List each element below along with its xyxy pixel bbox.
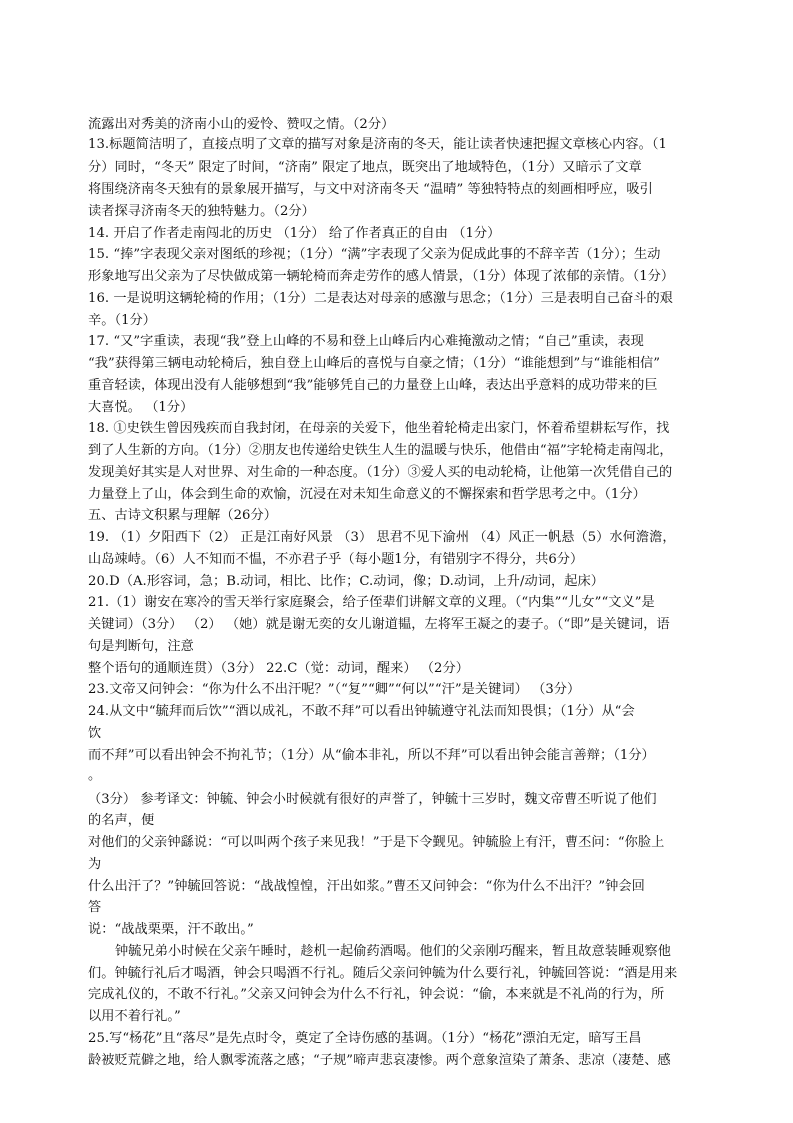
text-line: 完成礼仪的，不敢不行礼。”父亲又问钟会为什么不行礼，钟会说：“偷，本来就是不礼尚的行为，所 (88, 987, 665, 1002)
text-line: 为 (88, 857, 102, 872)
text-line: 重音轻读，体现出没有人能够想到“我”能够凭自己的力量登上山峰，表达出乎意料的成功带来的巨 (88, 378, 658, 393)
text-line: 18. ①史铁生曾因残疾而自我封闭，在母亲的关爱下，他坐着轮椅走出家门，怀着希望耕耘写作，找 (88, 421, 670, 436)
text-line: 句是判断句，注意 (88, 639, 194, 654)
text-line: 15. “捧”字表现父亲对图纸的珍视；（1分）“满”字表现了父亲为促成此事的不辞辛苦（1分）；生动 (88, 247, 661, 262)
text-line: 关键词）（3分） （2） （她）就是谢无奕的女儿谢道韫，左将军王凝之的妻子。（“即”是关键词，语 (88, 617, 670, 632)
text-line: 25.写“杨花”且“落尽”是先点时令，奠定了全诗伤感的基调。（1分）“杨花”漂泊无定，暗写王昌 (88, 1031, 642, 1046)
text-line: 16. 一是说明这辆轮椅的作用；（1分）二是表达对母亲的感激与思念；（1分）三是表明自己奋斗的艰 (88, 291, 674, 306)
text-line: 21.（1）谢安在寒冷的雪天举行家庭聚会，给子侄辈们讲解文章的义理。（“内集”“儿女”“文义”是 (88, 595, 655, 610)
text-line: 19. （1）夕阳西下（2） 正是江南好风景 （3） 思君不见下渝州 （4）风正一帆悬（5）水何澹澹， (88, 530, 676, 545)
text-line: 20.D（A.形容词，急；B.动词，相比、比作；C.动词，像；D.动词，上升/动词，起床） (88, 574, 604, 589)
text-line: 24.从文中“毓拜而后饮”“酒以成礼，不敢不拜”可以看出钟毓遵守礼法而知畏惧；（1分）从“会 (88, 704, 635, 719)
text-line: 对他们的父亲钟繇说：“可以叫两个孩子来见我！”于是下令觐见。钟毓脸上有汗，曹丕问：“你脸上 (88, 835, 665, 850)
text-line: 说：“战战栗栗，汗不敢出。” (88, 922, 254, 937)
text-line: 将围绕济南冬天独有的景象展开描写，与文中对济南冬天 “温晴” 等独特特点的刻画相呼应，吸引 (88, 182, 653, 197)
text-line: “我”获得第三辆电动轮椅后，独自登上山峰后的喜悦与自豪之情；（1分）“谁能想到”与“谁能相信” (88, 356, 661, 371)
text-line: 而不拜”可以看出钟会不拘礼节；（1分）从“偷本非礼，所以不拜”可以看出钟会能言善辩；（1分） (88, 748, 655, 763)
text-line: 分）同时，“冬天” 限定了时间，“济南” 限定了地点，既突出了地域特色，（1分）又暗示了文章 (88, 160, 642, 175)
text-line: 力量登上了山，体会到生命的欢愉，沉浸在对未知生命意义的不懈探索和哲学思考之中。（1分） (88, 487, 646, 502)
text-line: 龄被贬荒僻之地，给人飘零流落之感；“子规”啼声悲哀凄惨。两个意象渲染了萧条、悲凉（凄楚、感 (88, 1053, 671, 1068)
text-line: 们。钟毓行礼后才喝酒，钟会只喝酒不行礼。随后父亲问钟毓为什么要行礼，钟毓回答说：“酒是用来 (88, 966, 678, 981)
text-line: 23.文帝又问钟会：“你为什么不出汗呢？”（“复”“卿”“何以”“汗”是关键词） （3分） (88, 682, 581, 697)
text-line: 什么出汗了？”钟毓回答说：“战战惶惶，汗出如浆。”曹丕又问钟会：“你为什么不出汗？”钟会回 (88, 879, 645, 894)
text-line: 以用不着行礼。” (88, 1009, 181, 1024)
text-line: 14. 开启了作者走南闯北的历史 （1分） 给了作者真正的自由 （1分） (88, 226, 501, 241)
text-line: 。 (88, 768, 102, 783)
section-heading: 五、古诗文积累与理解（26分） (88, 508, 277, 523)
text-line: 的名声，便 (88, 813, 155, 828)
text-line: 整个语句的通顺连贯）（3分） 22.C（觉：动词，醒来） （2分） (88, 661, 469, 676)
text-line: 流露出对秀美的济南小山的爱怜、赞叹之情。（2分） (88, 117, 395, 132)
text-line: （3分） 参考译文：钟毓、钟会小时候就有很好的声誉了，钟毓十三岁时，魏文帝曹丕听说了他们 (88, 792, 657, 807)
text-line: 饮 (88, 726, 102, 741)
text-line: 发现美好其实是人对世界、对生命的一种态度。（1分）③爱人买的电动轮椅，让他第一次凭借自己的 (88, 465, 673, 480)
text-line: 钟毓兄弟小时候在父亲午睡时，趁机一起偷药酒喝。他们的父亲刚巧醒来，暂且故意装睡观察他 (115, 944, 671, 959)
text-line: 大喜悦。 （1分） (88, 400, 194, 415)
text-line: 形象地写出父亲为了尽快做成第一辆轮椅而奔走劳作的感人情景，（1分）体现了浓郁的亲情。（1分） (88, 269, 675, 284)
text-line: 答 (88, 900, 102, 915)
text-line: 山岛竦峙。（6）人不知而不愠，不亦君子乎（每小题1分，有错别字不得分，共6分） (88, 552, 584, 567)
text-line: 17. “又”字重读，表现“我”登上山峰的不易和登上山峰后内心难掩激动之情；“自己”重读，表现 (88, 334, 644, 349)
text-line: 读者探寻济南冬天的独特魅力。（2分） (88, 204, 315, 219)
text-line: 13.标题简洁明了，直接点明了文章的描写对象是济南的冬天，能让读者快速把握文章核心内容。（1 (88, 137, 667, 152)
text-line: 辛。（1分） (88, 313, 157, 328)
text-line: 到了人生新的方向。（1分）②朋友也传递给史铁生人生的温暖与快乐，他借由“福”字轮椅走南闯北， (88, 443, 673, 458)
